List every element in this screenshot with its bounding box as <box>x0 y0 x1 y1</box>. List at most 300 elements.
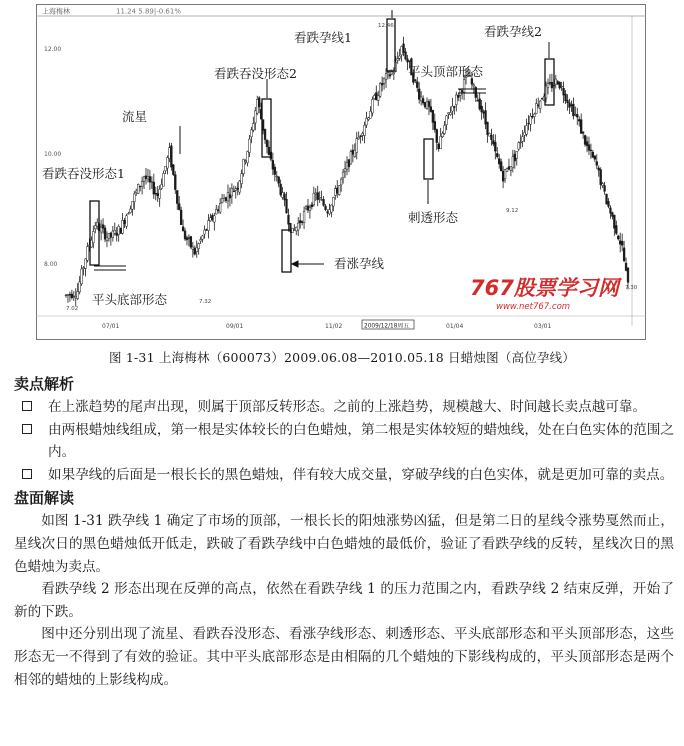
candle-body <box>576 114 578 117</box>
candle-body <box>496 153 498 156</box>
candle-body <box>235 189 237 191</box>
candle-body <box>100 227 102 232</box>
candle-body <box>508 167 510 169</box>
candle-body <box>432 110 434 122</box>
price-tick-10: 10.00 <box>44 151 62 158</box>
candle-body <box>621 241 623 245</box>
candle-body <box>325 206 327 210</box>
candle-body <box>188 238 190 239</box>
candle-body <box>473 85 475 86</box>
candle-body <box>451 106 453 111</box>
point-label-high: 12.46 <box>378 23 394 29</box>
candle-body <box>284 194 286 200</box>
candle-body <box>321 199 323 200</box>
candle-body <box>112 231 114 237</box>
candle-body <box>528 123 530 124</box>
candle-body <box>239 181 241 192</box>
candle-body <box>85 259 87 268</box>
document-body <box>14 372 674 691</box>
candle-body <box>510 166 512 170</box>
candle-body <box>610 208 612 213</box>
date-tick-0701: 07/01 <box>102 323 120 330</box>
candle-body <box>286 199 288 213</box>
candle-body <box>590 150 592 151</box>
candle-body <box>446 116 448 125</box>
candle-body <box>600 170 602 185</box>
candle-body <box>319 197 321 198</box>
candle-body <box>448 113 450 114</box>
candle-body <box>202 236 204 239</box>
candle-body <box>336 188 338 193</box>
candle-body <box>502 171 504 181</box>
candle-body <box>420 97 422 101</box>
candle-body <box>194 248 196 254</box>
candle-body <box>233 191 235 192</box>
candle-body <box>83 268 85 269</box>
candle-body <box>492 140 494 144</box>
candle-body <box>114 230 116 233</box>
date-tick-0301: 03/01 <box>534 323 552 330</box>
candle-body <box>332 197 334 206</box>
candle-body <box>120 228 122 233</box>
candle-body <box>65 295 67 296</box>
candle-body <box>522 137 524 142</box>
candle-body <box>231 188 233 196</box>
candle-body <box>243 159 245 173</box>
candle-body <box>586 142 588 146</box>
candle-body <box>268 147 270 155</box>
bullet-item <box>14 396 674 419</box>
candle-body <box>399 56 401 58</box>
candle-body <box>122 220 124 233</box>
candle-body <box>330 205 332 212</box>
candle-body <box>141 181 143 186</box>
candle-body <box>190 237 192 248</box>
candle-body <box>229 195 231 198</box>
candle-body <box>491 135 493 139</box>
candle-body <box>159 189 161 198</box>
candle-body <box>434 121 436 129</box>
candle-body <box>311 205 313 207</box>
candle-body <box>342 172 344 178</box>
candle-body <box>309 207 311 210</box>
candle-body <box>598 168 600 170</box>
label-flat-bottom: 平头底部形态 <box>92 292 168 307</box>
candle-body <box>303 212 305 223</box>
candle-body <box>301 222 303 223</box>
figure-caption: 图 1-31 上海梅林（600073）2009.06.08—2010.05.18 日蜡烛图（高位孕线） <box>108 350 576 365</box>
candle-body <box>204 230 206 234</box>
candle-body <box>557 81 559 84</box>
candle-body <box>163 173 165 186</box>
candle-body <box>264 129 266 139</box>
candle-body <box>210 218 212 221</box>
candle-body <box>92 231 94 242</box>
candle-body <box>291 228 293 232</box>
candle-body <box>106 237 108 240</box>
candle-body <box>295 227 297 231</box>
candle-body <box>444 125 446 133</box>
candle-body <box>453 107 455 108</box>
candle-body <box>592 152 594 157</box>
candle-body <box>153 182 155 194</box>
candle-body <box>450 112 452 114</box>
candle-body <box>494 142 496 151</box>
bullet-text: 在上涨趋势的尾声出现，则属于顶部反转形态。之前的上涨趋势，规模越大、时间越长卖点越可靠。 <box>48 399 647 415</box>
date-tick-0104: 01/04 <box>446 323 464 330</box>
price-tick-12: 12.00 <box>44 46 62 53</box>
candle-body <box>288 215 290 224</box>
candle-body <box>227 193 229 201</box>
candle-body <box>196 247 198 251</box>
candle-body <box>79 282 81 292</box>
candle-body <box>252 124 254 131</box>
candle-body <box>403 44 405 53</box>
candle-body <box>584 135 586 144</box>
paragraph: 看跌孕线 2 形态出现在反弹的高点，依然在看跌孕线 1 的压力范围之内，看跌孕线 2 结束反弹，开始了新的下跌。 <box>14 581 674 620</box>
candle-body <box>145 176 147 179</box>
candle-body <box>250 130 252 137</box>
label-shooting-star: 流星 <box>122 109 148 124</box>
candle-body <box>184 231 186 239</box>
chart-header-values: 11.24 5.89|-0.61% <box>116 7 181 16</box>
candle-body <box>143 177 145 181</box>
candle-body <box>373 95 375 98</box>
candle-body <box>555 79 557 84</box>
candle-body <box>329 210 331 214</box>
candle-body <box>215 209 217 214</box>
candle-body <box>578 119 580 121</box>
candle-body <box>170 146 172 167</box>
candle-body <box>118 226 120 234</box>
candle-body <box>440 136 442 148</box>
watermark-brand: 767股票学习网 <box>470 276 619 300</box>
candle-body <box>430 107 432 112</box>
label-bullish-harami: 看涨孕线 <box>334 256 385 271</box>
candle-body <box>317 193 319 200</box>
candle-body <box>178 204 180 210</box>
candle-body <box>615 226 617 234</box>
paragraph: 如图 1-31 跌孕线 1 确定了市场的顶部，一根长长的阳烛涨势凶猛，但是第二日的星线令涨势戛然而止，星线次日的黑色蜡烛低开低走，跌破了看跌孕线中白色蜡烛的最低价，验证了看跌孕线的反转，星线次日的黑色蜡烛为卖点。 <box>14 513 674 575</box>
candle-body <box>129 209 131 213</box>
candle-body <box>225 198 227 201</box>
candle-body <box>547 84 549 88</box>
candle-body <box>278 177 280 183</box>
candle-body <box>459 90 461 96</box>
candle-body <box>362 133 364 135</box>
candle-body <box>611 213 613 217</box>
candlestick-chart <box>36 4 646 340</box>
label-bearish-harami-2: 看跌孕线2 <box>484 24 542 39</box>
candle-body <box>489 133 491 136</box>
date-tick-0901: 09/01 <box>226 323 244 330</box>
candle-body <box>172 165 174 175</box>
candle-body <box>375 93 377 100</box>
candle-body <box>360 136 362 137</box>
candle-body <box>323 199 325 205</box>
candle-body <box>169 148 171 159</box>
candle-body <box>561 86 563 87</box>
candle-body <box>352 150 354 154</box>
candle-body <box>569 103 571 108</box>
label-piercing: 刺透形态 <box>408 210 459 225</box>
candle-body <box>348 160 350 167</box>
candle-body <box>282 192 284 197</box>
date-tick-1102: 11/02 <box>325 323 343 330</box>
candle-body <box>424 102 426 107</box>
candle-body <box>418 89 420 100</box>
candle-body <box>186 238 188 240</box>
checkbox-icon <box>22 469 32 479</box>
candle-body <box>563 88 565 95</box>
candle-body <box>387 72 389 73</box>
candle-body <box>206 229 208 230</box>
candle-body <box>463 80 465 92</box>
candle-body <box>256 99 258 113</box>
checkbox-icon <box>22 424 32 434</box>
candle-body <box>559 82 561 88</box>
candle-body <box>588 145 590 151</box>
candle-body <box>340 179 342 185</box>
candle-body <box>606 194 608 204</box>
candle-body <box>565 94 567 101</box>
candle-body <box>370 111 372 118</box>
candle-body <box>455 95 457 105</box>
candle-body <box>500 162 502 171</box>
candle-body <box>539 101 541 109</box>
label-bearish-engulfing-2: 看跌吞没形态2 <box>214 66 297 81</box>
candle-body <box>627 268 629 283</box>
label-flat-top: 平头顶部形态 <box>408 64 484 79</box>
candle-body <box>299 221 301 223</box>
candle-body <box>438 144 440 149</box>
candle-body <box>504 170 506 179</box>
candle-body <box>67 295 69 296</box>
candle-body <box>623 248 625 261</box>
candle-body <box>254 111 256 123</box>
candle-body <box>442 133 444 136</box>
candle-body <box>567 100 569 102</box>
candle-body <box>481 106 483 112</box>
section-heading-sell-points: 卖点解析 <box>14 375 75 393</box>
date-tick-cursor: 2009/12/18周五 <box>364 323 410 330</box>
bullet-text: 由两根蜡烛线组成，第一根是实体较长的白色蜡烛，第二根是实体较短的蜡烛线，处在白色实体的范围之内。 <box>48 421 674 461</box>
point-label-low-mid: 9.12 <box>506 208 519 214</box>
label-bearish-harami-1: 看跌孕线1 <box>294 30 352 45</box>
candle-body <box>518 143 520 149</box>
candle-body <box>151 182 153 183</box>
candle-body <box>487 122 489 135</box>
candle-body <box>272 160 274 169</box>
candle-body <box>572 104 574 116</box>
candle-body <box>371 99 373 112</box>
candle-body <box>364 125 366 135</box>
candle-body <box>223 198 225 201</box>
candle-body <box>531 116 533 117</box>
point-label-bottom: 7.32 <box>199 299 212 305</box>
candle-body <box>393 73 395 74</box>
candle-body <box>354 150 356 156</box>
candle-body <box>90 240 92 247</box>
candle-body <box>389 75 391 77</box>
candle-body <box>366 118 368 125</box>
candle-body <box>135 191 137 193</box>
candle-body <box>147 177 149 179</box>
candle-body <box>602 184 604 186</box>
candle-body <box>258 98 260 107</box>
candle-body <box>276 176 278 177</box>
candle-body <box>580 120 582 134</box>
candle-body <box>139 186 141 187</box>
bullet-item <box>14 419 674 464</box>
candle-body <box>516 151 518 158</box>
candle-body <box>174 175 176 190</box>
candle-body <box>426 101 428 108</box>
candle-body <box>200 239 202 241</box>
candle-body <box>297 223 299 230</box>
candle-body <box>249 139 251 152</box>
candle-body <box>75 296 77 298</box>
candle-body <box>213 216 215 222</box>
candle-body <box>165 166 167 170</box>
candle-body <box>334 189 336 196</box>
candle-body <box>604 186 606 192</box>
candle-body <box>69 294 71 295</box>
candle-body <box>457 95 459 97</box>
candle-body <box>192 247 194 249</box>
candle-body <box>338 186 340 195</box>
candle-body <box>71 294 73 298</box>
candle-body <box>377 96 379 101</box>
candle-body <box>401 46 403 55</box>
candle-body <box>381 83 383 85</box>
candle-body <box>422 99 424 103</box>
candle-body <box>512 157 514 168</box>
candle-body <box>498 159 500 164</box>
candle-body <box>397 59 399 60</box>
candle-body <box>245 161 247 162</box>
candle-body <box>87 247 89 261</box>
paragraph: 图中还分别出现了流星、看跌吞没形态、看涨孕线形态、刺透形态、平头底部形态和平头顶部形态，这些形态无一不得到了有效的验证。其中平头底部形态是由相隔的几个蜡烛的下影线构成的，平头顶部形态是两个相邻的蜡烛的上影线构成。 <box>14 626 674 688</box>
candle-body <box>571 105 573 106</box>
checkbox-icon <box>22 401 32 411</box>
candle-body <box>167 158 169 169</box>
candle-body <box>176 191 178 204</box>
candle-body <box>625 263 627 270</box>
watermark-url: www.net767.com <box>496 302 571 312</box>
section-heading-market-reading: 盘面解读 <box>14 489 75 508</box>
candle-body <box>524 132 526 135</box>
candle-body <box>391 72 393 74</box>
candle-body <box>477 100 479 101</box>
candle-body <box>126 216 128 226</box>
candle-body <box>383 78 385 83</box>
candle-body <box>514 154 516 161</box>
candle-body <box>94 226 96 229</box>
candle-body <box>217 210 219 211</box>
candle-body <box>506 169 508 172</box>
candle-body <box>293 230 295 231</box>
candle-body <box>315 193 317 194</box>
candle-body <box>155 193 157 194</box>
candle-body <box>350 152 352 164</box>
candle-body <box>535 104 537 114</box>
candle-body <box>137 184 139 193</box>
candle-body <box>110 233 112 237</box>
candle-body <box>180 210 182 225</box>
candle-body <box>208 221 210 231</box>
candle-body <box>416 82 418 88</box>
candle-body <box>379 83 381 96</box>
price-tick-8: 8.00 <box>44 261 58 268</box>
candle-body <box>313 193 315 205</box>
candle-body <box>356 139 358 153</box>
bullet-text: 如果孕线的后面是一根长长的黑色蜡烛，伴有较大成交量，穿破孕线的白色实体，就是更加可靠的卖点。 <box>48 466 674 483</box>
candle-body <box>574 114 576 115</box>
candle-body <box>551 82 553 88</box>
candle-body <box>157 194 159 196</box>
candle-body <box>124 220 126 223</box>
candle-body <box>358 137 360 139</box>
candle-body <box>305 207 307 209</box>
candle-body <box>221 198 223 203</box>
candle-body <box>307 206 309 210</box>
candle-body <box>81 269 83 284</box>
label-bearish-engulfing-1: 看跌吞没形态1 <box>42 166 125 181</box>
candle-body <box>280 184 282 195</box>
candle-body <box>533 114 535 117</box>
candle-body <box>108 233 110 238</box>
candle-body <box>405 52 407 59</box>
candle-body <box>530 116 532 124</box>
candle-body <box>549 82 551 83</box>
candle-body <box>133 194 135 202</box>
candle-body <box>102 225 104 229</box>
candle-body <box>594 156 596 159</box>
candle-body <box>131 201 133 209</box>
candle-body <box>73 296 75 297</box>
candle-body <box>237 188 239 189</box>
candle-body <box>96 222 98 226</box>
candle-body <box>198 244 200 249</box>
candle-body <box>485 110 487 124</box>
candle-body <box>149 177 151 183</box>
candle-body <box>613 215 615 228</box>
candle-body <box>247 151 249 162</box>
candle-body <box>346 162 348 169</box>
candle-body <box>436 129 438 142</box>
candle-body <box>104 228 106 239</box>
candle-body <box>327 212 329 213</box>
candle-body <box>182 227 184 231</box>
candle-body <box>608 201 610 206</box>
candle-body <box>596 162 598 166</box>
candle-body <box>520 142 522 143</box>
candle-body <box>128 213 130 214</box>
candle-body <box>344 169 346 172</box>
candle-body <box>483 112 485 114</box>
candle-body <box>461 90 463 92</box>
candle-body <box>77 291 79 298</box>
point-label-last: 7.30 <box>625 285 638 291</box>
candle-body <box>241 174 243 184</box>
point-label-start: 7.02 <box>66 306 79 312</box>
candle-body <box>161 184 163 188</box>
candle-body <box>211 215 213 219</box>
candle-body <box>541 98 543 99</box>
candle-body <box>537 105 539 106</box>
candle-body <box>219 203 221 212</box>
